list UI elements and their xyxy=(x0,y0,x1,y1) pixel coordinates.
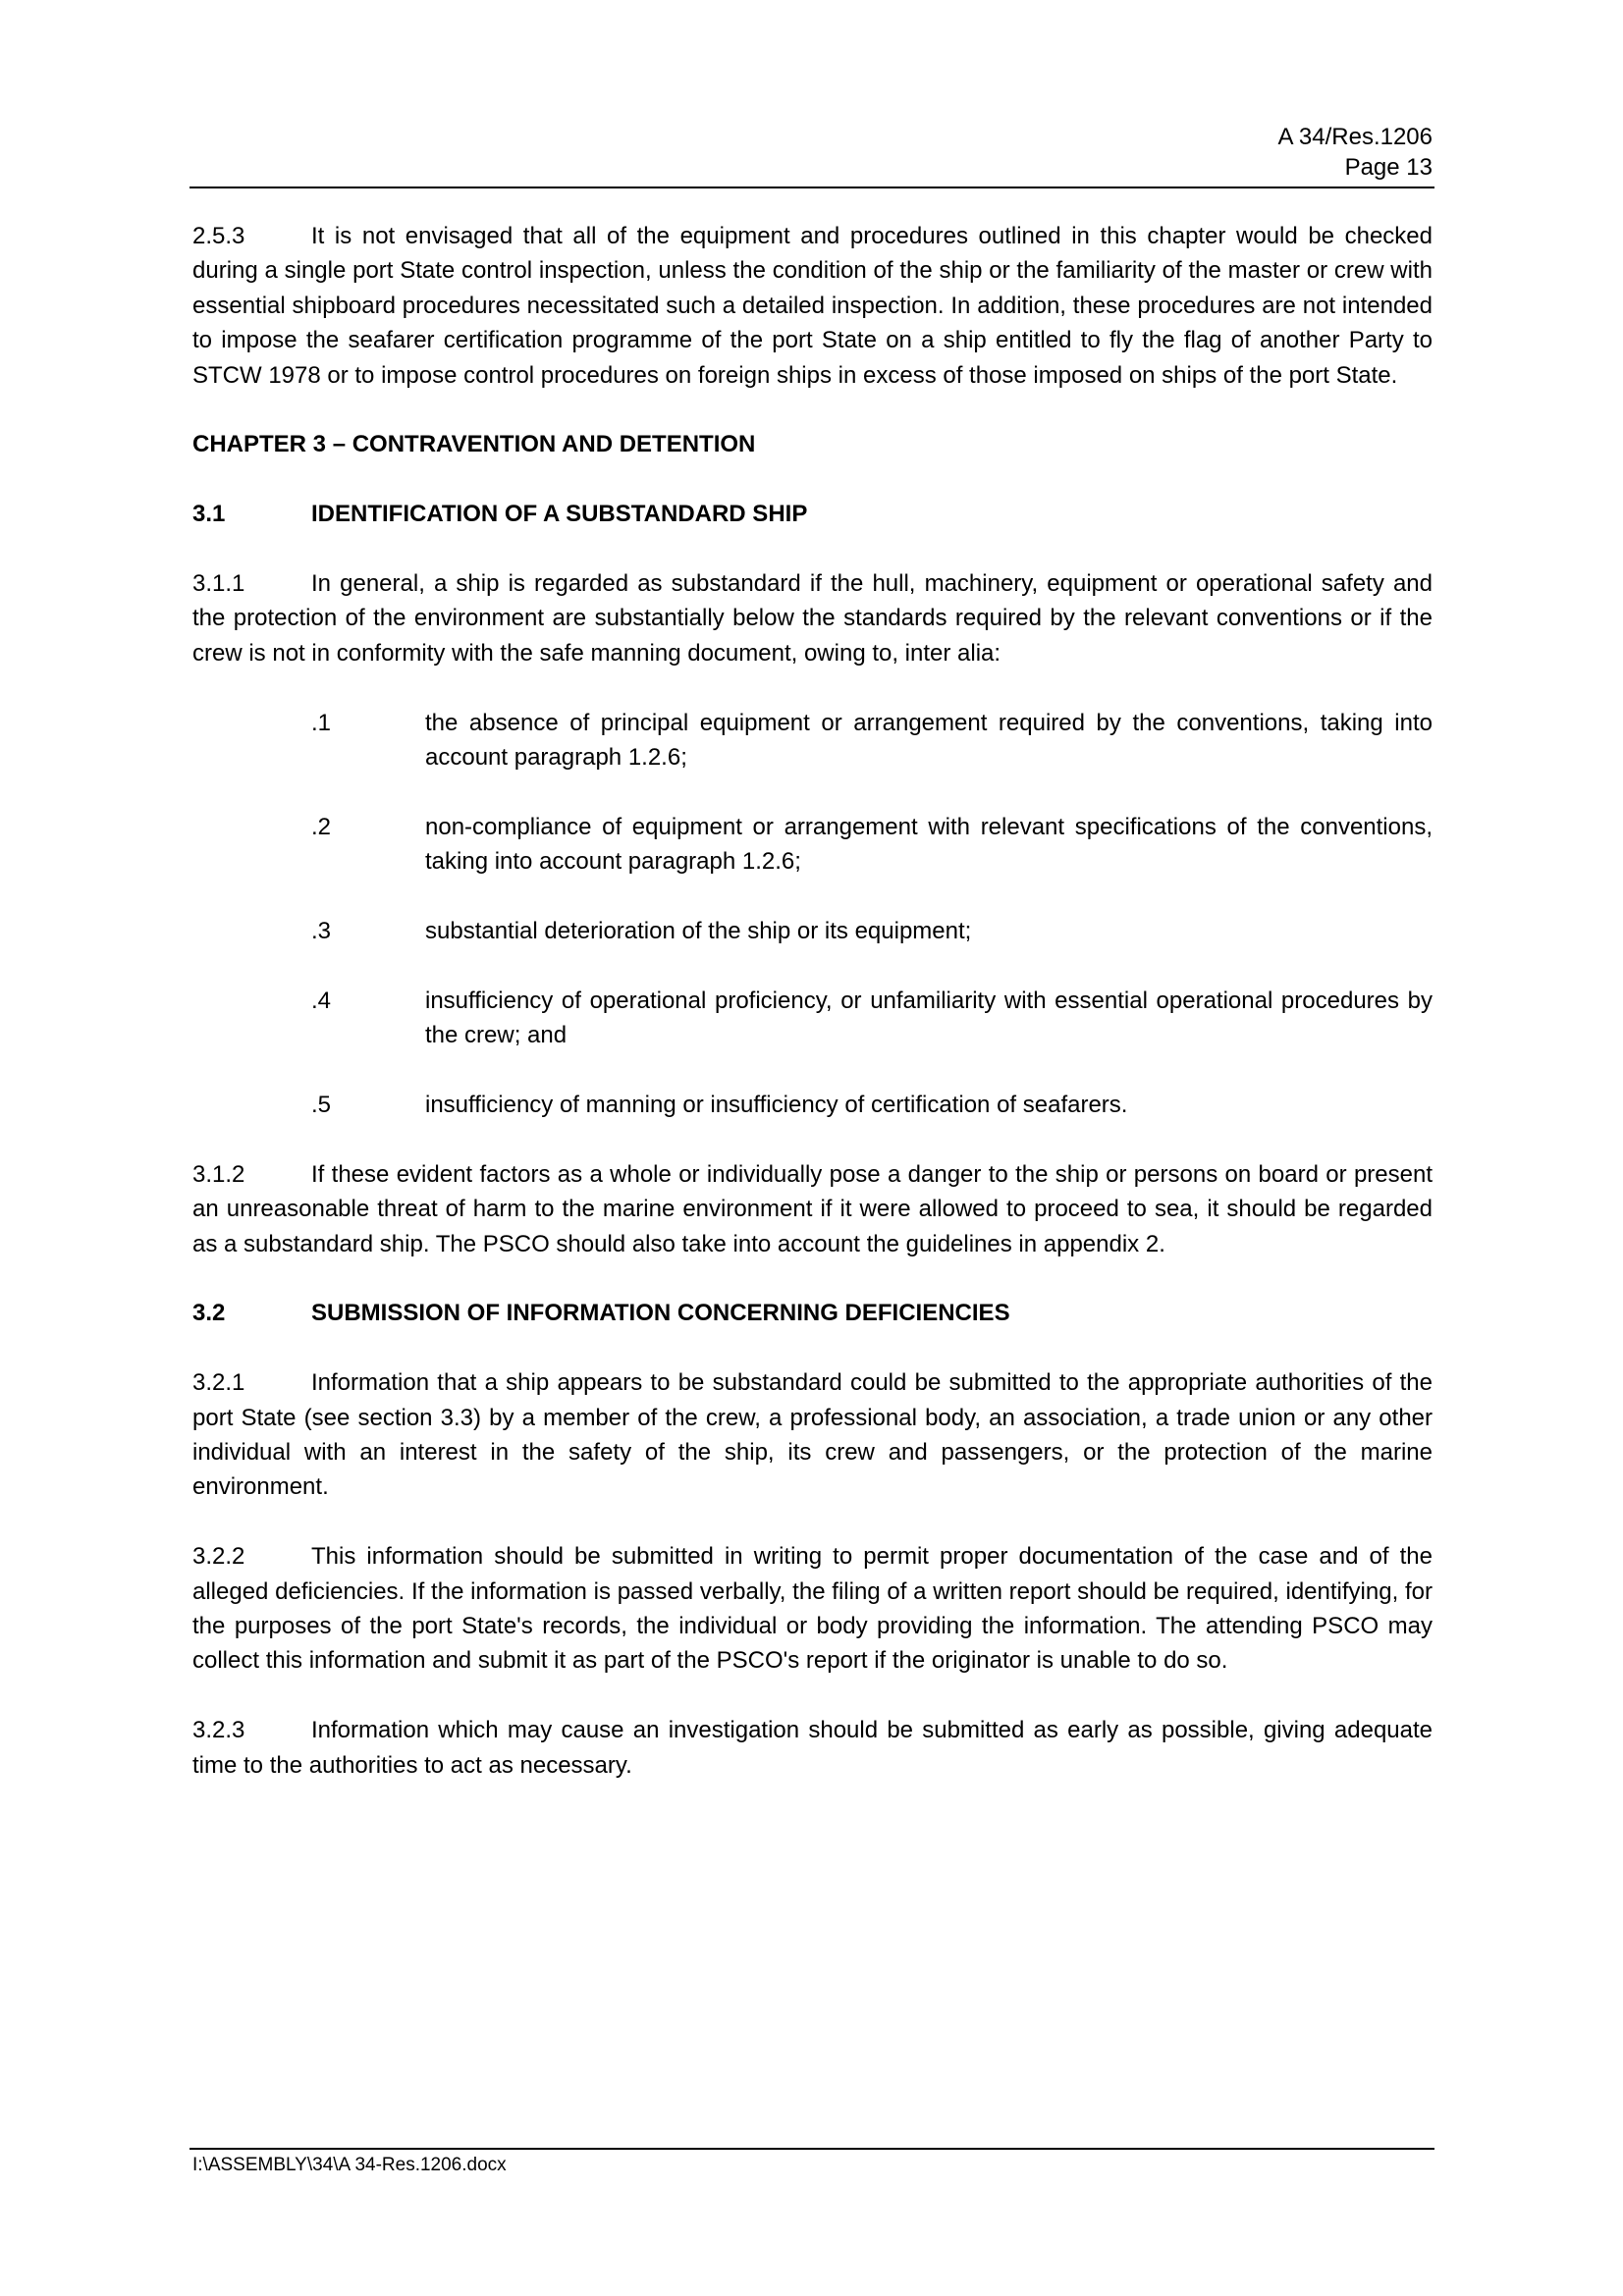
paragraph-text: It is not envisaged that all of the equipment and procedures outlined in this chapter would be checked during a single port State control inspection, unless the condition of the ship or the familiarity of the master or crew with essential shipboard procedures necessitated such a detailed inspection. In addition, these procedures are not intended to impose the seafarer certification programme of the port State on a ship entitled to fly the flag of another Party to STCW 1978 or to impose control procedures on foreign ships in excess of those imposed on ships of the port State. xyxy=(192,223,1433,389)
paragraph-number: 3.2.2 xyxy=(192,1543,245,1571)
section-heading-3-1 xyxy=(192,497,1433,531)
list-item-number: .3 xyxy=(311,918,332,945)
section-number: 3.2 xyxy=(192,1300,226,1327)
paragraph-number: 3.2.3 xyxy=(192,1717,245,1744)
paragraph-text: Information that a ship appears to be substandard could be submitted to the appropriate authorities of the port State (see section 3.3) by a member of the crew, a professional body, an association, a trade union or any other individual with an interest in the safety of the ship, its crew and passengers, or the protection of the marine environment. xyxy=(192,1369,1433,1501)
section-number: 3.1 xyxy=(192,501,226,528)
list-item-number: .5 xyxy=(311,1092,332,1119)
paragraph-text: This information should be submitted in writing to permit proper documentation of the case and of the alleged deficiencies. If the information is passed verbally, the filing of a written report should be required, identifying, for the purposes of the port State's records, the individual or body providing the information. The attending PSCO may collect this information and submit it as part of the PSCO's report if the originator is unable to do so. xyxy=(192,1543,1433,1675)
paragraph-3-2-2 xyxy=(192,1539,1433,1679)
list-item-number: .2 xyxy=(311,813,332,840)
page-number: Page 13 xyxy=(1344,154,1433,181)
list-item-number: .1 xyxy=(311,709,332,736)
paragraph-3-2-3 xyxy=(192,1713,1433,1783)
list-item xyxy=(192,706,1433,775)
paragraph-number: 3.2.1 xyxy=(192,1369,245,1397)
paragraph-3-2-1 xyxy=(192,1365,1433,1505)
list-item-number: .4 xyxy=(311,987,332,1014)
section-title: SUBMISSION OF INFORMATION CONCERNING DEFICIENCIES xyxy=(311,1300,1010,1327)
list-item xyxy=(192,810,1433,880)
paragraph-3-1-2 xyxy=(192,1157,1433,1261)
section-title: IDENTIFICATION OF A SUBSTANDARD SHIP xyxy=(311,501,808,528)
deficiency-list xyxy=(192,706,1433,1123)
paragraph-text: If these evident factors as a whole or individually pose a danger to the ship or persons on board or present an unreasonable threat of harm to the marine environment if it were allowed to proceed to sea, it should be regarded as a substandard ship. The PSCO should also take into account the guidelines in appendix 2. xyxy=(192,1160,1433,1257)
list-item-text: non-compliance of equipment or arrangement with relevant specifications of the conventions, taking into account paragraph 1.2.6; xyxy=(425,813,1433,876)
paragraph-number: 3.1.1 xyxy=(192,570,245,598)
paragraph-number: 2.5.3 xyxy=(192,223,245,249)
list-item xyxy=(192,914,1433,948)
list-item xyxy=(192,1088,1433,1122)
document-body xyxy=(192,219,1433,1817)
paragraph-2-5-3 xyxy=(192,219,1433,393)
paragraph-3-1-1 xyxy=(192,566,1433,670)
paragraph-number: 3.1.2 xyxy=(192,1160,245,1188)
list-item-text: substantial deterioration of the ship or its equipment; xyxy=(425,918,972,945)
document-symbol: A 34/Res.1206 xyxy=(1277,124,1433,150)
page-header xyxy=(192,122,1433,183)
section-heading-3-2 xyxy=(192,1296,1433,1330)
list-item-text: insufficiency of manning or insufficiency of certification of seafarers. xyxy=(425,1092,1128,1119)
chapter-heading: CHAPTER 3 – CONTRAVENTION AND DETENTION xyxy=(192,431,756,458)
footer-divider xyxy=(189,2148,1434,2150)
list-item xyxy=(192,984,1433,1053)
paragraph-text: Information which may cause an investigation should be submitted as early as possible, giving adequate time to the authorities to act as necessary. xyxy=(192,1717,1433,1779)
paragraph-text: In general, a ship is regarded as substandard if the hull, machinery, equipment or operational safety and the protection of the environment are substantially below the standards required by the relevant conventions or if the crew is not in conformity with the safe manning document, owing to, inter alia: xyxy=(192,570,1433,667)
header-divider xyxy=(189,187,1434,188)
footer-file-path: I:\ASSEMBLY\34\A 34-Res.1206.docx xyxy=(192,2155,507,2175)
list-item-text: the absence of principal equipment or arrangement required by the conventions, taking into account paragraph 1.2.6; xyxy=(425,709,1433,772)
list-item-text: insufficiency of operational proficiency, or unfamiliarity with essential operational procedures by the crew; and xyxy=(425,987,1433,1049)
